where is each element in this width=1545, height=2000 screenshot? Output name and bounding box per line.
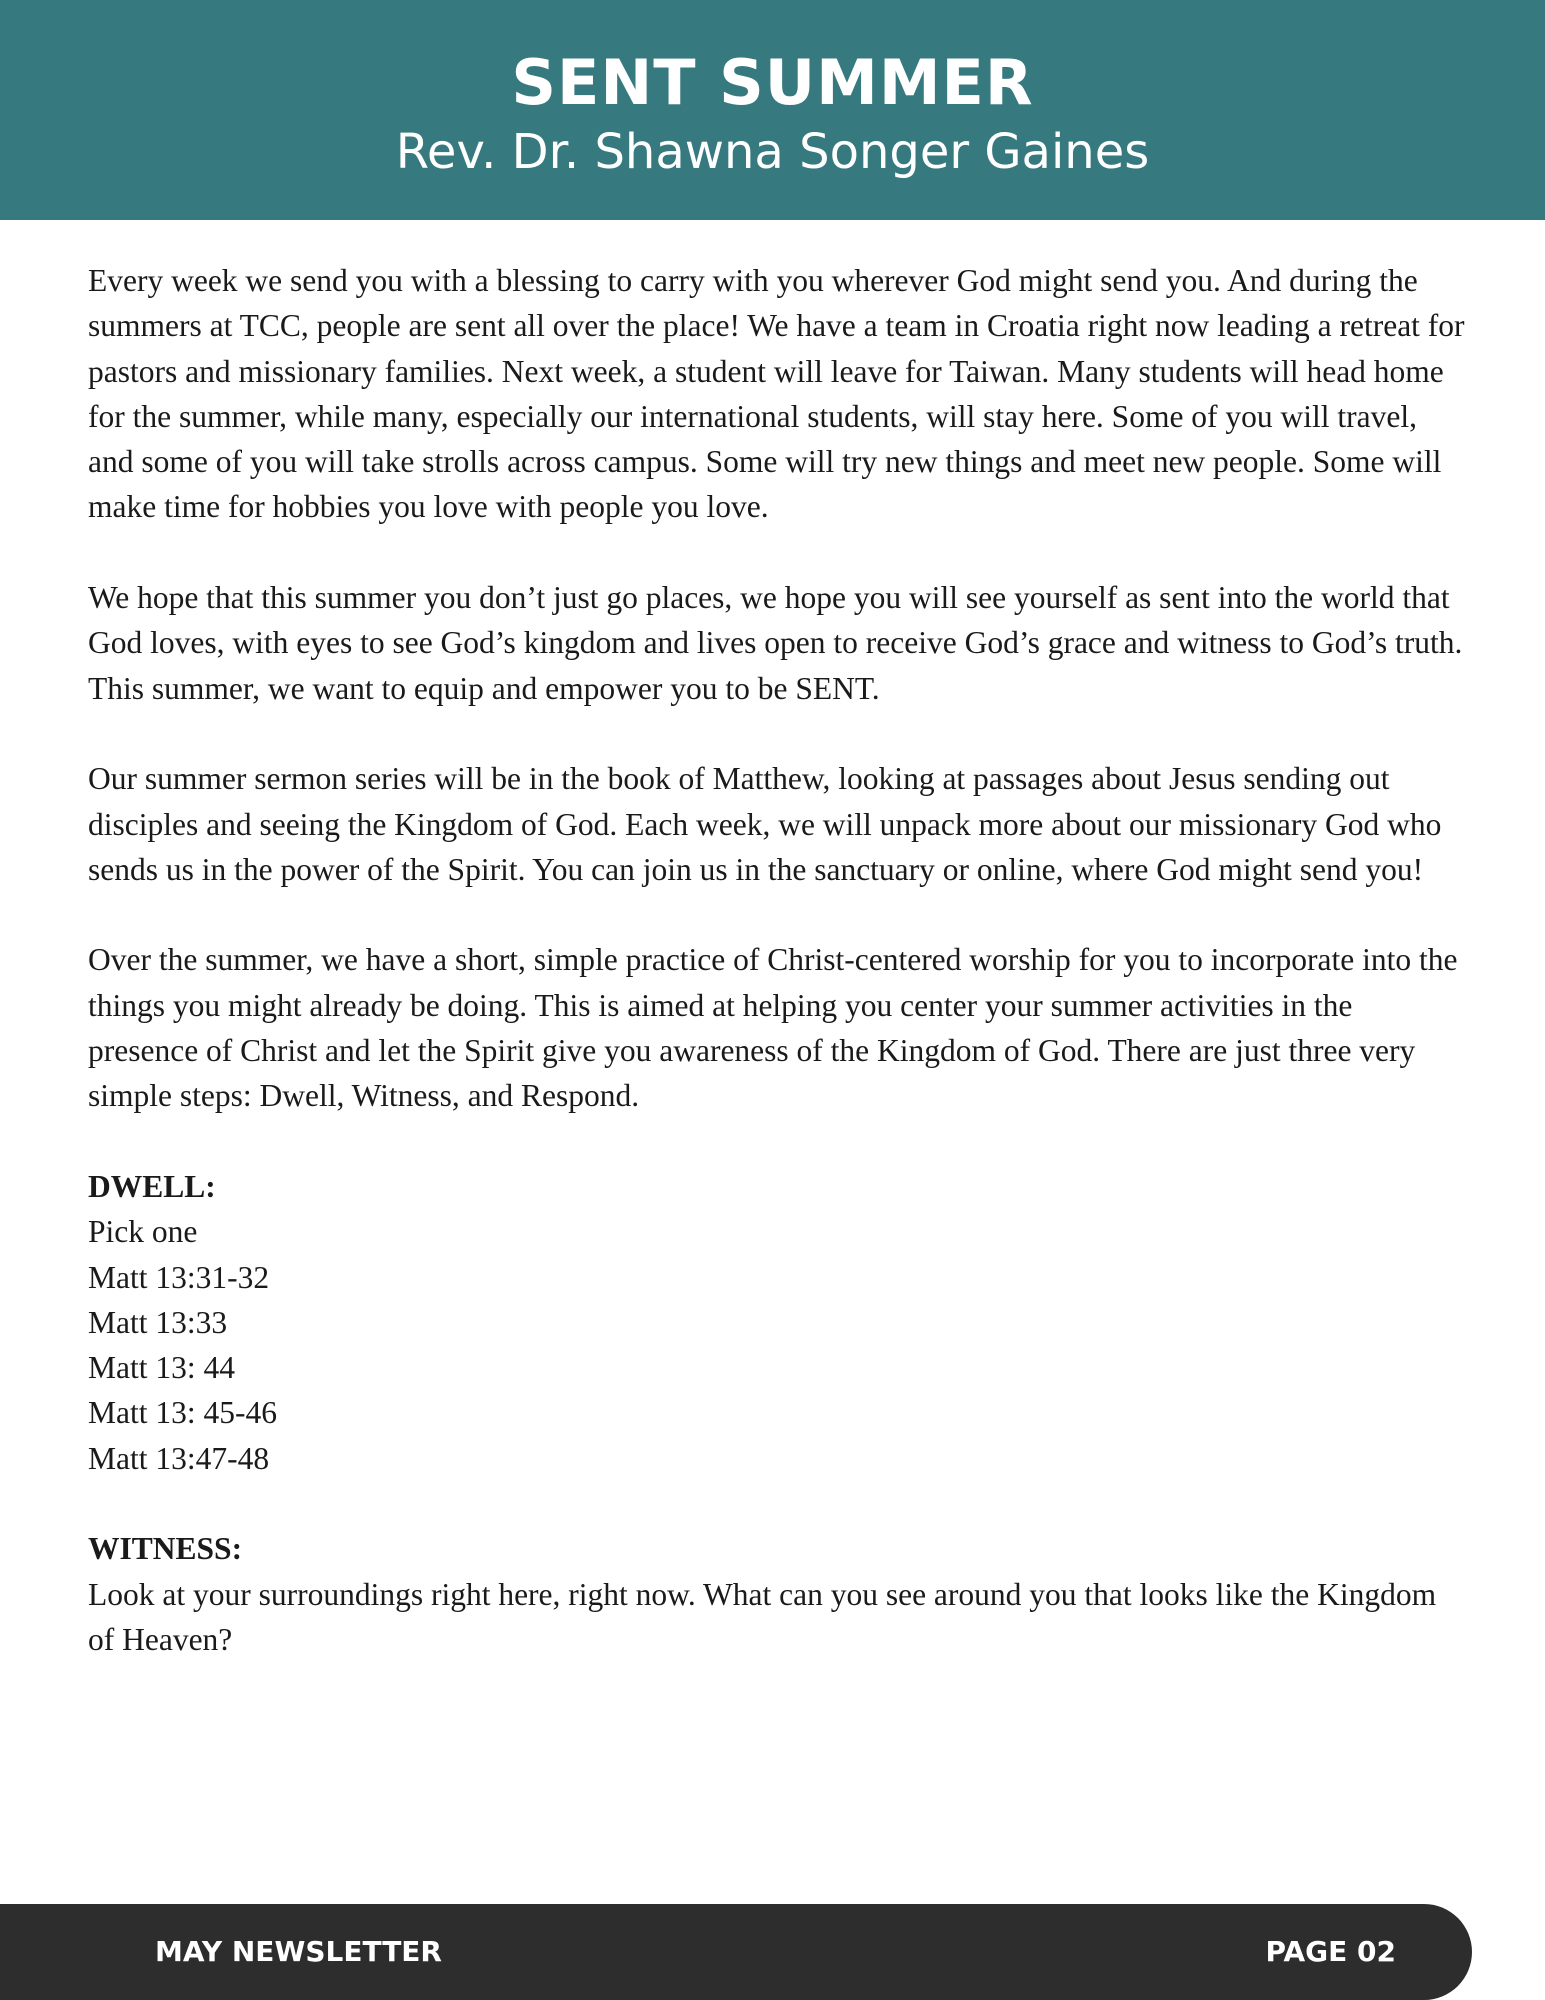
dwell-line: Pick one <box>88 1214 198 1250</box>
paragraph-hope: We hope that this summer you don’t just go places, we hope you will see yourself as sent into the world that God loves, with eyes to see God’s kingdom and lives open to receive God’s grace and witness to God’s truth. This summer, we want to equip and empower you to be SENT. <box>88 580 1463 706</box>
dwell-line: Matt 13:47-48 <box>88 1440 270 1476</box>
dwell-line: Matt 13:33 <box>88 1304 228 1340</box>
header-banner <box>0 0 1545 220</box>
page-title: SENT SUMMER <box>511 46 1034 119</box>
paragraph-intro: Every week we send you with a blessing to carry with you wherever God might send you. And during the summers at TCC, people are sent all over the place! We have a team in Croatia right now leading a retreat for pastors and missionary families. Next week, a student will leave for Taiwan. Many students will head home for the summer, while many, especially our international students, will stay here. Some of you will travel, and some of you will take strolls across campus. Some will try new things and meet new people. Some will make time for hobbies you love with people you love. <box>88 263 1465 525</box>
dwell-line: Matt 13:31-32 <box>88 1259 270 1295</box>
paragraph-sermon-series: Our summer sermon series will be in the book of Matthew, looking at passages about Jesus sending out disciples and seeing the Kingdom of God. Each week, we will unpack more about our missionary God who sends us in the power of the Spirit. You can join us in the sanctuary or online, where God might send you! <box>88 761 1442 887</box>
dwell-section <box>88 1164 1468 1481</box>
paragraph-practice: Over the summer, we have a short, simple practice of Christ-centered worship for you to incorporate into the things you might already be doing. This is aimed at helping you center your summer activities in the presence of Christ and let the Spirit give you awareness of the Kingdom of God. There are just three very simple steps: Dwell, Witness, and Respond. <box>88 942 1458 1114</box>
footer-bar <box>0 1904 1472 2000</box>
article-body <box>88 258 1468 1708</box>
newsletter-label: MAY NEWSLETTER <box>155 1935 442 1968</box>
dwell-line: Matt 13: 45-46 <box>88 1395 277 1431</box>
witness-text: Look at your surroundings right here, right now. What can you see around you that looks like the Kingdom of Heaven? <box>88 1576 1437 1657</box>
author-name: Rev. Dr. Shawna Songer Gaines <box>395 124 1150 180</box>
witness-section <box>88 1526 1468 1662</box>
dwell-heading: DWELL: <box>88 1168 216 1204</box>
page-number: PAGE 02 <box>1265 1935 1396 1968</box>
dwell-line: Matt 13: 44 <box>88 1350 235 1386</box>
witness-heading: WITNESS: <box>88 1531 243 1567</box>
